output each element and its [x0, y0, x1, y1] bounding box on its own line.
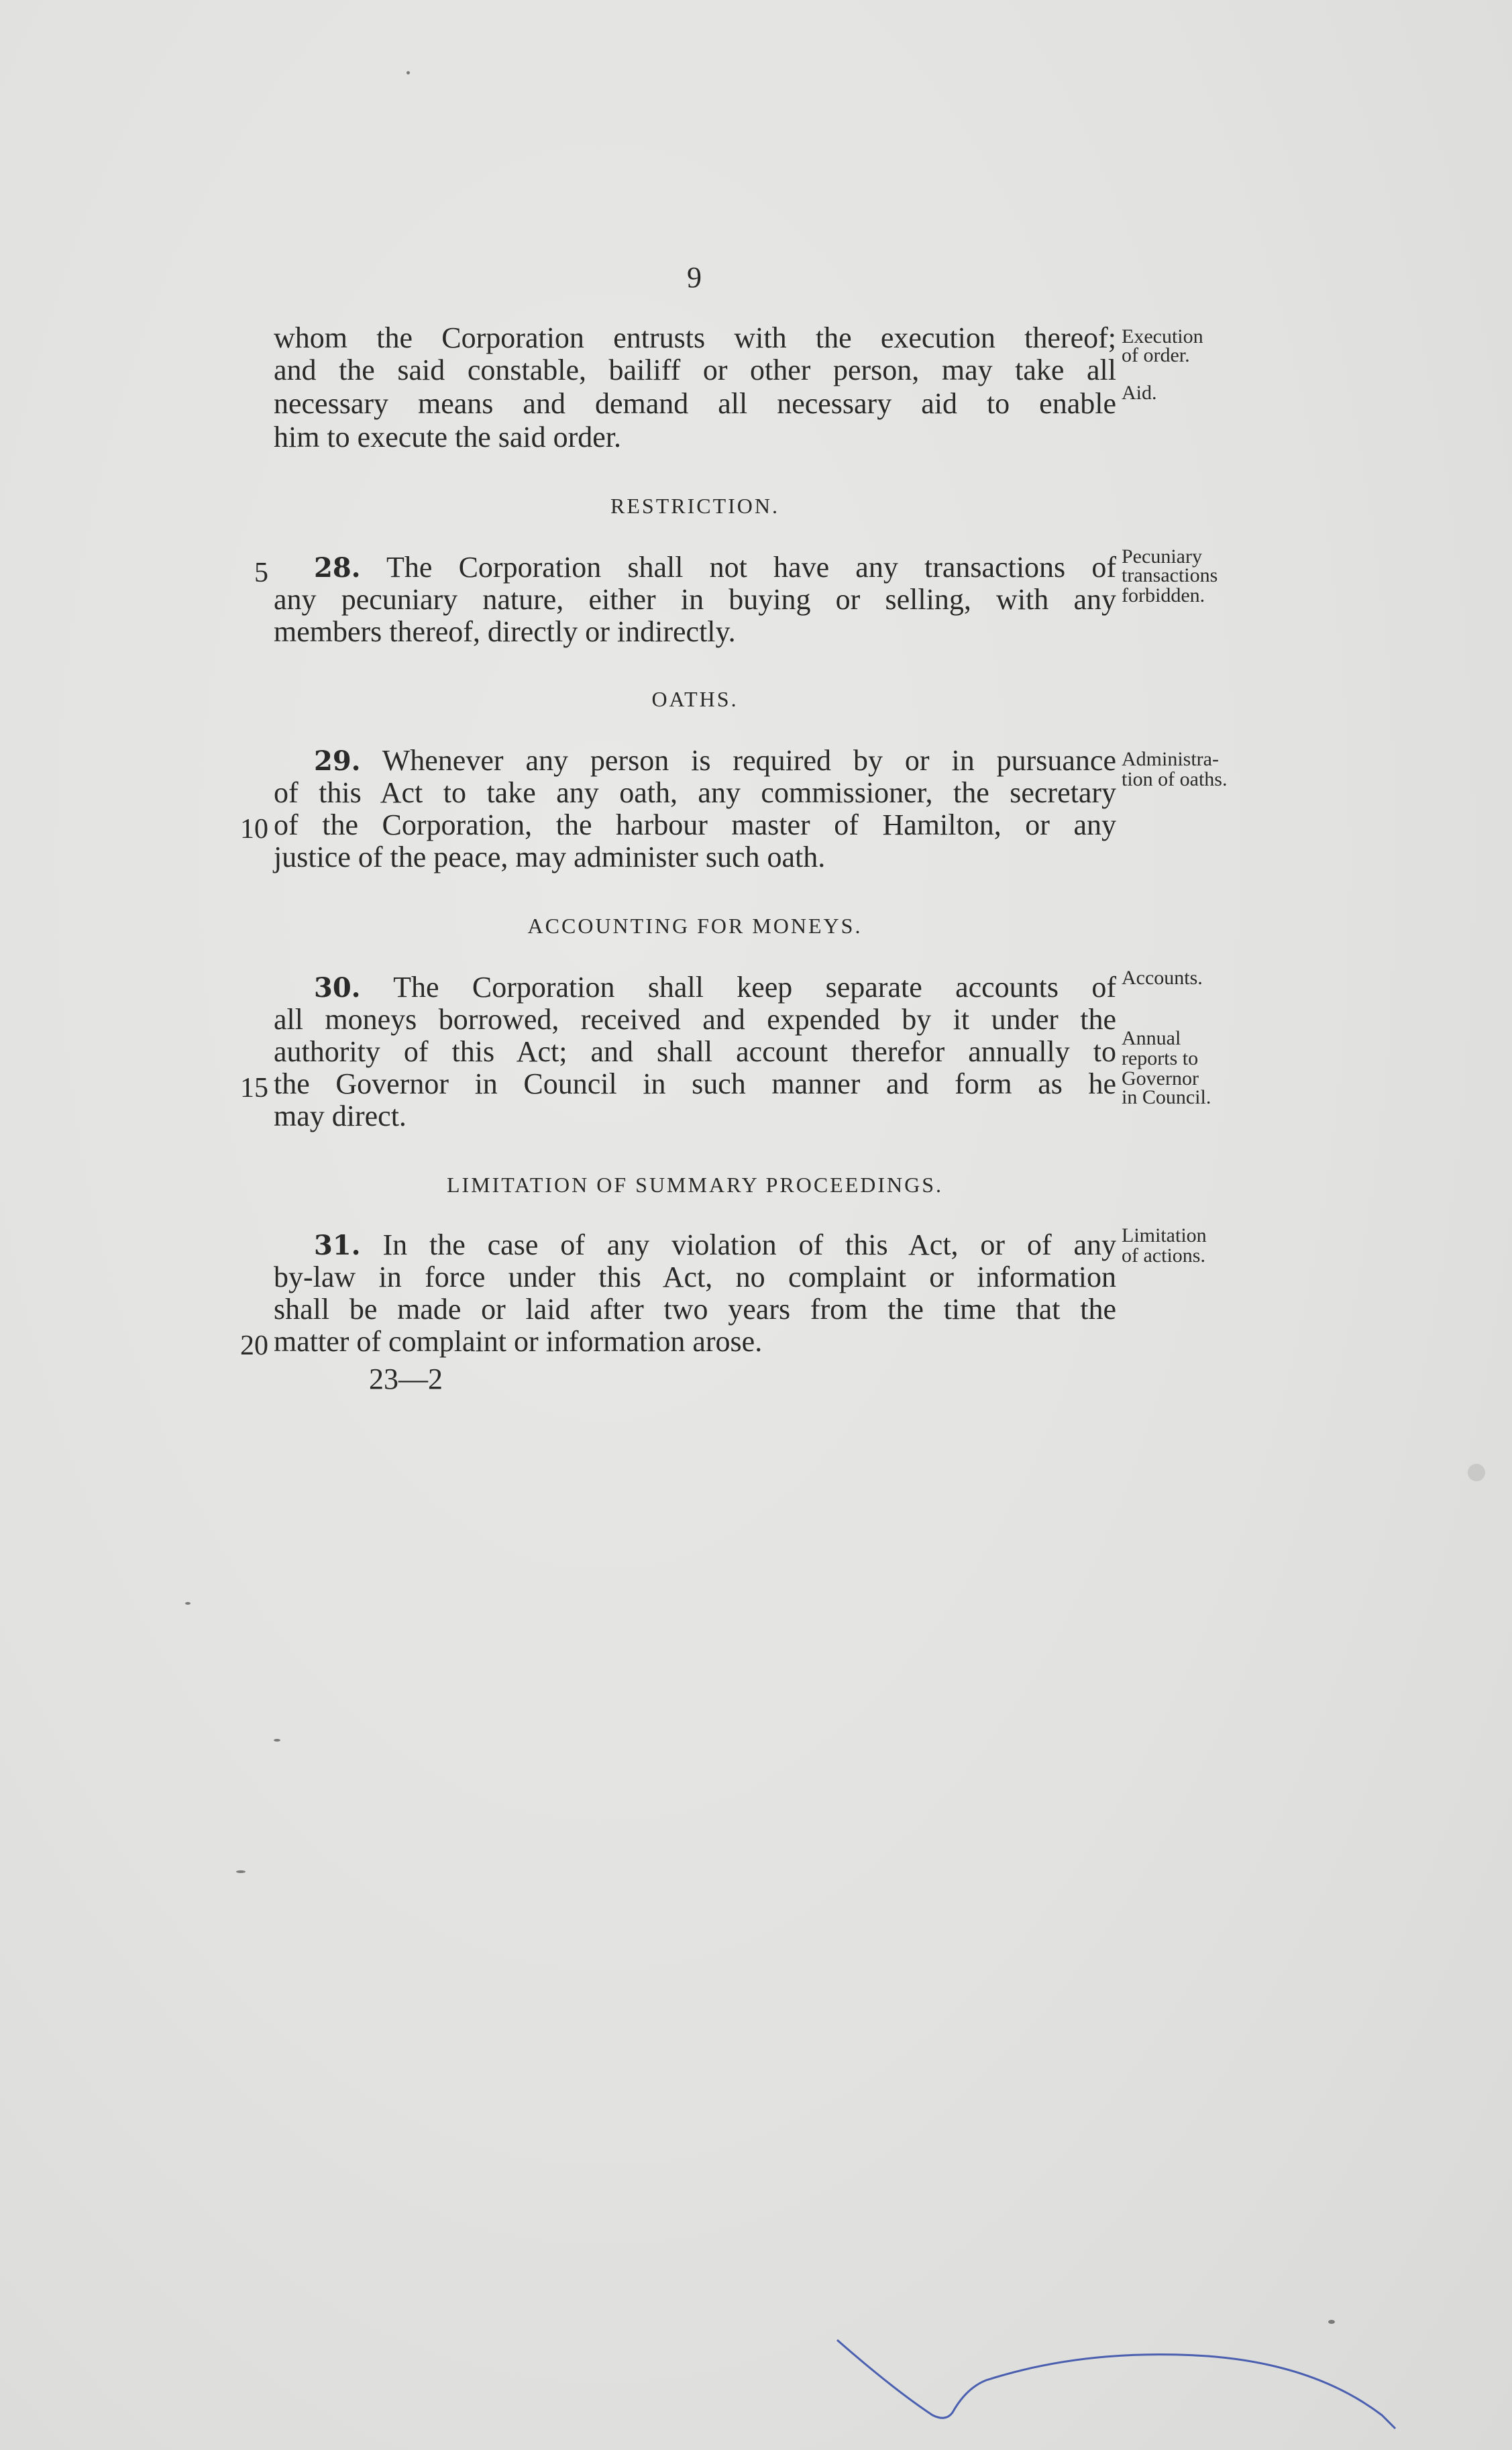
section-29-line-4: justice of the peace, may administer such oath.: [274, 841, 826, 873]
body-line-1: whom the Corporation entrusts with the execution thereof;: [274, 321, 1116, 354]
marginal-note-accounts: Accounts.: [1122, 967, 1203, 989]
marginal-note-limitation-2: of actions.: [1122, 1244, 1205, 1267]
signature-mark: 23—2: [369, 1363, 443, 1395]
heading-restriction: RESTRICTION.: [610, 494, 779, 518]
marginal-note-annual-3: Governor: [1122, 1067, 1199, 1089]
heading-accounting: ACCOUNTING FOR MONEYS.: [527, 914, 863, 938]
line-number-20: 20: [240, 1330, 268, 1361]
marginal-note-execution-2: of order.: [1122, 344, 1190, 366]
section-28-number: 28.: [314, 552, 361, 584]
marginal-note-annual-4: in Council.: [1122, 1086, 1211, 1108]
marginal-note-pecuniary-3: forbidden.: [1122, 584, 1205, 606]
section-30-line-3: authority of this Act; and shall account therefor annually to: [274, 1035, 1116, 1068]
section-30-line-2: all moneys borrowed, received and expended by it under the: [274, 1003, 1116, 1036]
section-28-line-2: any pecuniary nature, either in buying or selling, with any: [274, 583, 1116, 616]
section-28-line-1: 28. The Corporation shall not have any transactions of: [314, 551, 1116, 584]
section-29-number: 29.: [314, 745, 361, 777]
marginal-note-annual-1: Annual: [1122, 1027, 1181, 1049]
line-number-15: 15: [240, 1073, 268, 1104]
marginal-note-pecuniary-2: transactions: [1122, 564, 1218, 586]
heading-limitation: LIMITATION OF SUMMARY PROCEEDINGS.: [446, 1173, 944, 1197]
section-31-line-2: by-law in force under this Act, no complaint or information: [274, 1261, 1116, 1293]
section-31-line-3: shall be made or laid after two years from the time that the: [274, 1293, 1116, 1326]
section-31-line-1: 31. In the case of any violation of this Act, or of any: [314, 1228, 1117, 1261]
body-line-2: and the said constable, bailiff or other person, may take all: [274, 354, 1116, 386]
section-29-line-2: of this Act to take any oath, any commissioner, the secretary: [274, 776, 1116, 809]
section-31-number: 31.: [314, 1230, 361, 1261]
body-line-4: him to execute the said order.: [274, 421, 622, 454]
marginal-note-administration-1: Administra-: [1122, 748, 1219, 770]
page-number: 9: [687, 261, 702, 294]
marginal-note-annual-2: reports to: [1122, 1047, 1199, 1069]
marginal-note-aid: Aid.: [1122, 382, 1157, 404]
section-31-line-4: matter of complaint or information arose.: [274, 1325, 763, 1358]
line-number-5: 5: [254, 557, 268, 588]
body-line-3: necessary means and demand all necessary aid to enable: [274, 387, 1116, 420]
section-29-line-1: 29. Whenever any person is required by or in pursuance: [314, 744, 1116, 777]
section-29-line-3: of the Corporation, the harbour master of Hamilton, or any: [274, 808, 1116, 841]
marginal-note-execution-1: Execution: [1122, 325, 1203, 348]
marginal-note-administration-2: tion of oaths.: [1122, 768, 1228, 790]
section-30-line-4: the Governor in Council in such manner and form as he: [274, 1067, 1116, 1100]
marginal-note-limitation-1: Limitation: [1122, 1224, 1207, 1246]
section-30-line-1: 30. The Corporation shall keep separate accounts of: [314, 971, 1116, 1004]
heading-oaths: OATHS.: [651, 687, 739, 711]
marginal-note-pecuniary-1: Pecuniary: [1122, 545, 1202, 568]
section-30-number: 30.: [314, 972, 361, 1004]
section-30-line-5: may direct.: [274, 1100, 407, 1132]
line-number-10: 10: [240, 814, 268, 845]
section-28-line-3: members thereof, directly or indirectly.: [274, 615, 736, 648]
